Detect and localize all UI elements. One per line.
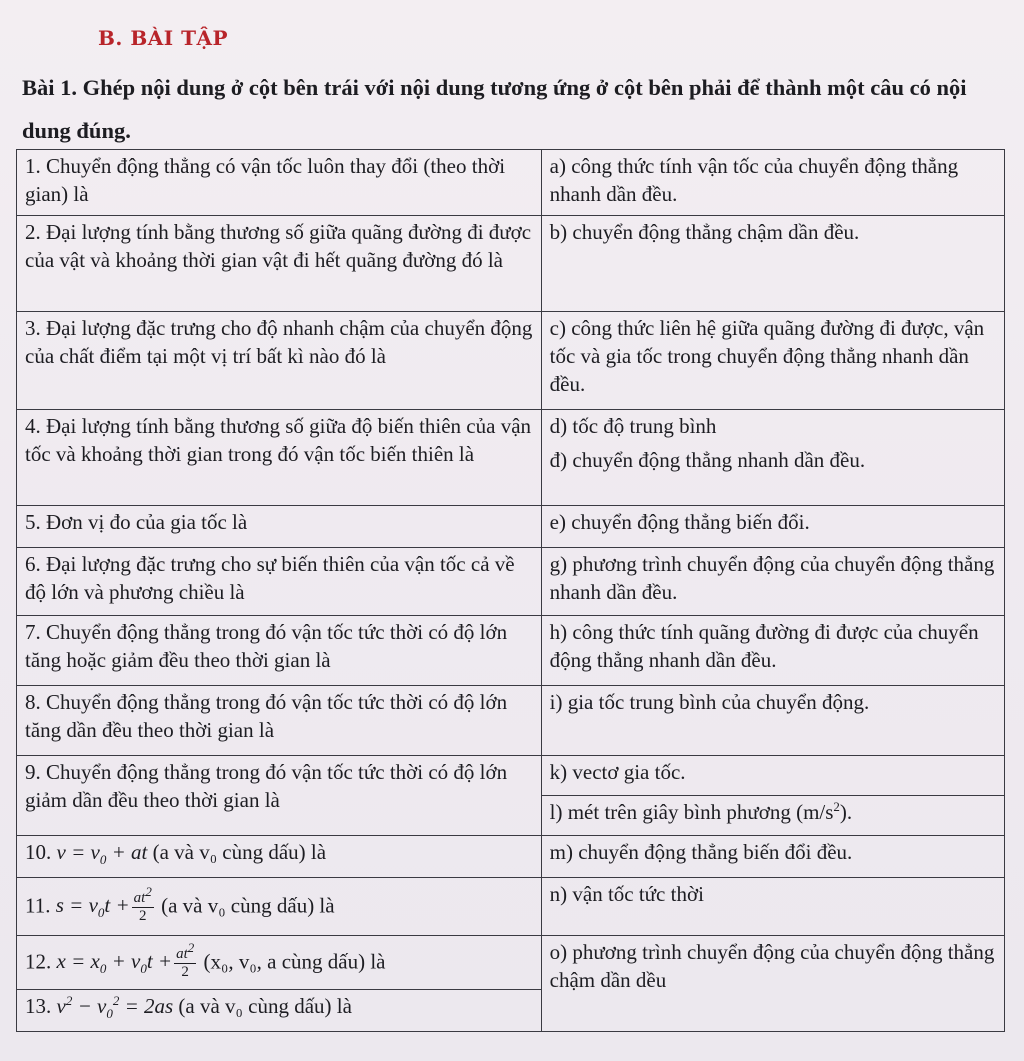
right-cell-o: o) phương trình chuyển động của chuyển động thẳng chậm dần dều	[541, 936, 1004, 1032]
matching-table	[16, 149, 1005, 1032]
table-row	[17, 150, 1005, 216]
formula-position: $x = x_0 + v_0t$ +	[56, 949, 173, 977]
left-cell-5: 5. Đơn vị đo của gia tốc là	[17, 506, 542, 548]
right-cell-n: n) vận tốc tức thời	[541, 878, 1004, 936]
left-cell-3: 3. Đại lượng đặc trưng cho độ nhanh chậm của chuyển động của chất điểm tại một vị trí bất kì nào đó là	[17, 312, 542, 410]
row-11-tail: (a và v₀ cùng dấu) là	[161, 893, 335, 918]
option-l-text: l) mét trên giây bình phương	[549, 800, 791, 824]
fraction-at2-over-2: $\frac{at^2}{2}$	[176, 940, 195, 980]
row-10-tail: (a và v₀ cùng dấu) là	[152, 840, 327, 864]
right-cell-a: a) công thức tính vận tốc của chuyển động thẳng nhanh dần đều.	[541, 150, 1004, 216]
option-l-exponent: 2	[833, 799, 840, 814]
left-cell-12	[17, 936, 542, 990]
section-heading: B. BÀI TẬP	[98, 26, 229, 50]
left-cell-4: 4. Đại lượng tính bằng thương số giữa độ biến thiên của vận tốc và khoảng thời gian trong đó vận tốc biến thiên là	[17, 410, 542, 506]
table-row	[17, 616, 1005, 686]
right-cell-g: g) phương trình chuyển động của chuyển động thẳng nhanh dần đều.	[541, 548, 1004, 616]
row-12-number: 12.	[25, 949, 52, 974]
right-cell-i: i) gia tốc trung bình của chuyển động.	[541, 686, 1004, 756]
left-cell-7: 7. Chuyển động thẳng trong đó vận tốc tức thời có độ lớn tăng hoặc giảm đều theo thời gian là	[17, 616, 542, 686]
formula-distance: $s = v_0t$ +	[55, 893, 130, 921]
right-cell-e: e) chuyển động thẳng biến đổi.	[541, 506, 1004, 548]
left-cell-2: 2. Đại lượng tính bằng thương số giữa quãng đường đi được của vật và khoảng thời gian vật đi hết quãng đường đó là	[17, 216, 542, 312]
formula-velocity: $v = v_0$ + at	[56, 840, 148, 868]
left-cell-10	[17, 836, 542, 878]
right-cell-l	[541, 796, 1004, 836]
option-d: d) tốc độ trung bình	[549, 414, 717, 438]
table-row	[17, 506, 1005, 548]
table-row	[17, 548, 1005, 616]
left-cell-9: 9. Chuyển động thẳng trong đó vận tốc tức thời có độ lớn giảm dần đều theo thời gian là	[17, 756, 542, 836]
table-row	[17, 756, 1005, 796]
row-13-tail: (a và v₀ cùng dấu) là	[178, 994, 352, 1018]
formula-timeless: $v^2 - v_0^2 = 2as$	[56, 993, 174, 1022]
table-row	[17, 312, 1005, 410]
row-11-number: 11.	[25, 893, 51, 918]
fraction-at2-over-2: $\frac{at^2}{2}$	[133, 884, 152, 924]
left-cell-11	[17, 878, 542, 936]
row-12-tail: (x₀, v₀, a cùng dấu) là	[203, 949, 386, 974]
option-dd: đ) chuyển động thẳng nhanh dần đều.	[549, 448, 866, 472]
table-row	[17, 878, 1005, 936]
table-row	[17, 936, 1005, 990]
left-cell-8: 8. Chuyển động thẳng trong đó vận tốc tức thời có độ lớn tăng dần đều theo thời gian là	[17, 686, 542, 756]
table-row	[17, 836, 1005, 878]
option-l-end: ).	[839, 800, 853, 824]
table-row	[17, 686, 1005, 756]
left-cell-1: 1. Chuyển động thẳng có vận tốc luôn thay đổi (theo thời gian) là	[17, 150, 542, 216]
row-10-number: 10.	[25, 840, 52, 864]
right-cell-m: m) chuyển động thẳng biến đổi đều.	[541, 836, 1004, 878]
left-cell-13	[17, 990, 542, 1032]
left-cell-6: 6. Đại lượng đặc trưng cho sự biến thiên của vận tốc cả về độ lớn và phương chiều là	[17, 548, 542, 616]
right-cell-h: h) công thức tính quãng đường đi được của chuyển động thẳng nhanh dần đều.	[541, 616, 1004, 686]
exercise-prompt: Bài 1. Ghép nội dung ở cột bên trái với nội dung tương ứng ở cột bên phải để thành một câu có nội dung đúng.	[22, 75, 967, 143]
row-13-number: 13.	[25, 994, 52, 1018]
option-l-unit: (m/s	[796, 800, 834, 824]
table-row	[17, 216, 1005, 312]
right-cell-k: k) vectơ gia tốc.	[541, 756, 1004, 796]
right-cell-c: c) công thức liên hệ giữa quãng đường đi được, vận tốc và gia tốc trong chuyển động thẳng nhanh dần đều.	[541, 312, 1004, 410]
right-cell-b: b) chuyển động thẳng chậm dần đều.	[541, 216, 1004, 312]
right-cell-d	[541, 410, 1004, 506]
table-row	[17, 410, 1005, 506]
